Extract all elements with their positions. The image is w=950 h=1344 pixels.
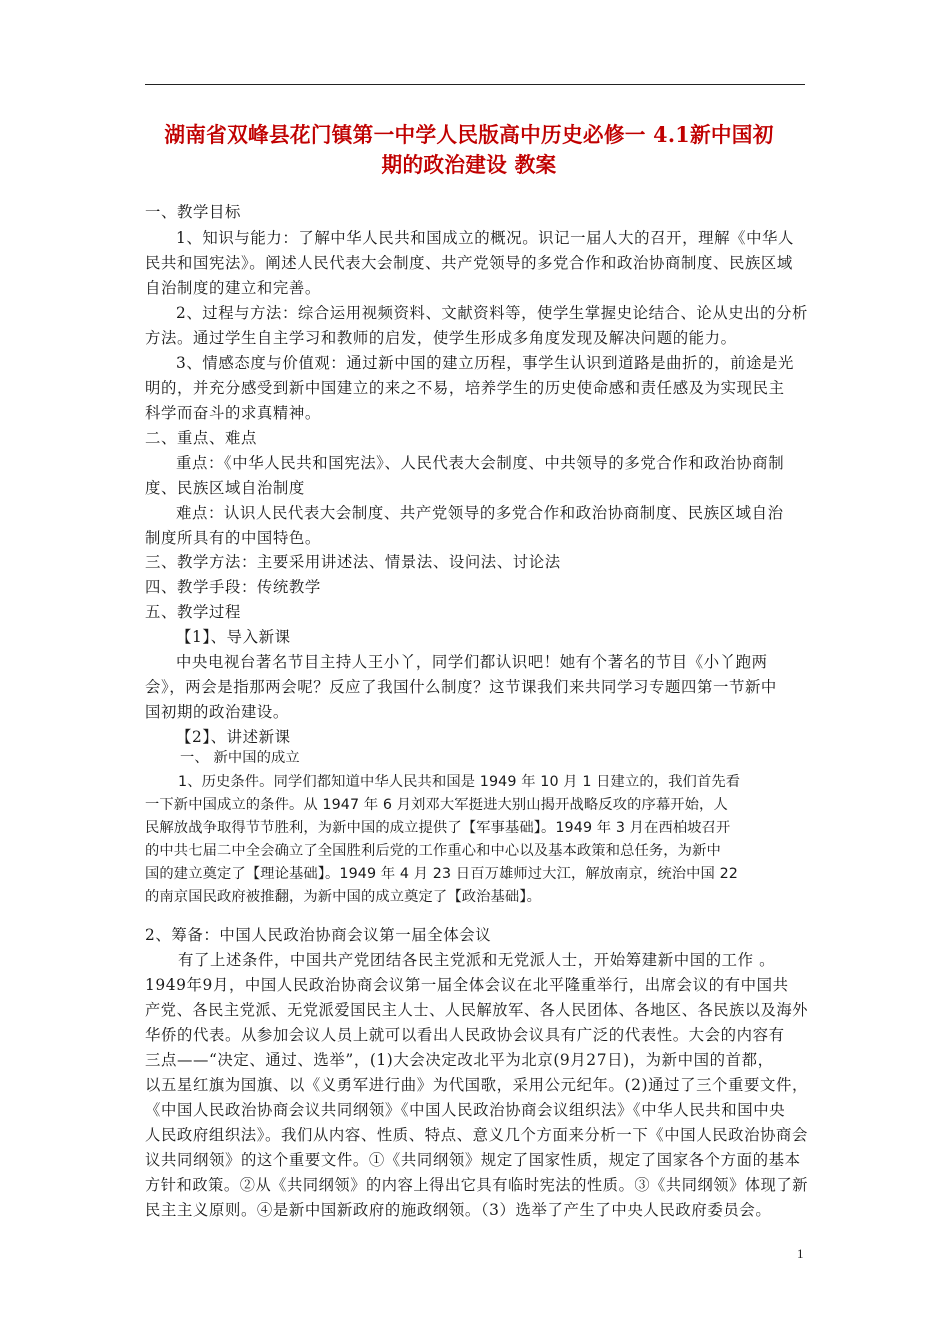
- heading-teaching-methods: 三、教学方法：主要采用讲述法、情景法、设问法、讨论法: [145, 553, 561, 571]
- scan-line: 的南京国民政府被推翻，为新中国的成立奠定了【政治基础】。: [145, 889, 541, 905]
- document-title: [130, 120, 820, 180]
- paragraph-line: 三点——“决定、通过、选举”，(1)大会决定改北平为北京(9月27日)，为新中国的首都，: [145, 1051, 774, 1069]
- paragraph-line: 《中国人民政治协商会议共同纲领》《中国人民政治协商会议组织法》《中华人民共和国中央: [145, 1101, 786, 1119]
- subheading-preparation: 2、筹备：中国人民政治协商会议第一届全体会议: [145, 926, 492, 944]
- scan-line: 一下新中国成立的条件。从 1947 年 6 月刘邓大军挺进大别山揭开战略反攻的序幕开始，人: [145, 797, 728, 813]
- paragraph-line: 华侨的代表。从参加会议人员上就可以看出人民政协会议具有广泛的代表性。大会的内容有: [145, 1026, 785, 1044]
- heading-teaching-process: 五、教学过程: [145, 603, 241, 621]
- paragraph-line: 中央电视台著名节目主持人王小丫，同学们都认识吧！她有个著名的节目《小丫跑两: [176, 653, 768, 671]
- title-line-1: 湖南省双峰县花门镇第一中学人民版高中历史必修一 4.1新中国初: [164, 122, 774, 147]
- scan-line: 1、历史条件。同学们都知道中华人民共和国是 1949 年 10 月 1 日建立的，我们首先看: [178, 774, 741, 790]
- paragraph-line: 人民政府组织法》。我们从内容、性质、特点、意义几个方面来分析一下《中国人民政治协商会: [145, 1126, 808, 1144]
- title-line-2: 期的政治建设 教案: [381, 152, 557, 177]
- paragraph-line: 3、情感态度与价值观：通过新中国的建立历程，事学生认识到道路是曲折的，前途是光: [176, 354, 795, 372]
- paragraph-line: 明的，并充分感受到新中国建立的来之不易，培养学生的历史使命感和责任感及为实现民主: [145, 379, 785, 397]
- subheading-intro: 【1】、导入新课: [176, 628, 291, 646]
- scan-line: 民解放战争取得节节胜利，为新中国的成立提供了【军事基础】。1949 年 3 月在西柏坡召开: [145, 820, 731, 836]
- section-heading-founding: 一、 新中国的成立: [180, 750, 300, 766]
- scan-line: 的中共七届二中全会确立了全国胜利后党的工作重心和中心以及基本政策和总任务，为新中: [145, 843, 721, 859]
- paragraph-line: 会》，两会是指那两会呢？反应了我国什么制度？这节课我们来共同学习专题四第一节新中: [145, 678, 777, 696]
- paragraph-line: 重点：《中华人民共和国宪法》、人民代表大会制度、中共领导的多党合作和政治协商制: [176, 454, 785, 472]
- paragraph-line: 自治制度的建立和完善。: [145, 279, 321, 297]
- paragraph-line: 产党、各民主党派、无党派爱国民主人士、人民解放军、各人民团体、各地区、各民族以及海外: [145, 1001, 809, 1019]
- paragraph-line: 2、过程与方法：综合运用视频资料、文献资料等，使学生掌握史论结合、论从史出的分析: [176, 304, 809, 322]
- heading-teaching-means: 四、教学手段：传统教学: [145, 578, 321, 596]
- paragraph-line: 民共和国宪法》。阐述人民代表大会制度、共产党领导的多党合作和政治协商制度、民族区域: [145, 254, 793, 272]
- paragraph-line: 以五星红旗为国旗、以《义勇军进行曲》为代国歌，采用公元纪年。(2)通过了三个重要文件，: [145, 1076, 808, 1094]
- paragraph-line: 国初期的政治建设。: [145, 703, 289, 721]
- paragraph-line: 难点：认识人民代表大会制度、共产党领导的多党合作和政治协商制度、民族区域自治: [176, 504, 784, 522]
- paragraph-line: 制度所具有的中国特色。: [145, 529, 321, 547]
- paragraph-line: 1、知识与能力：了解中华人民共和国成立的概况。识记一届人大的召开，理解《中华人: [176, 229, 795, 247]
- paragraph-line: 度、民族区域自治制度: [145, 479, 305, 497]
- paragraph-line: 科学而奋斗的求真精神。: [145, 404, 321, 422]
- header-rule: [145, 84, 805, 85]
- heading-teaching-goals: 一、教学目标: [145, 203, 241, 221]
- paragraph-line: 1949年9月，中国人民政治协商会议第一届全体会议在北平隆重举行，出席会议的有中国共: [145, 976, 789, 994]
- heading-key-points: 二、重点、难点: [145, 429, 257, 447]
- paragraph-line: 方针和政策。②从《共同纲领》的内容上得出它具有临时宪法的性质。③《共同纲领》体现了新: [145, 1176, 809, 1194]
- paragraph-line: 有了上述条件，中国共产党团结各民主党派和无党派人士，开始筹建新中国的工作 。: [178, 951, 776, 969]
- subheading-new-lesson: 【2】、讲述新课: [176, 728, 291, 746]
- paragraph-line: 议共同纲领》的这个重要文件。①《共同纲领》规定了国家性质，规定了国家各个方面的基本: [145, 1151, 801, 1169]
- paragraph-line: 民主主义原则。④是新中国新政府的施政纲领。（3）选举了产生了中央人民政府委员会。: [145, 1201, 772, 1219]
- page-number: 1: [797, 1246, 804, 1261]
- scan-line: 国的建立奠定了【理论基础】。1949 年 4 月 23 日百万雄师过大江，解放南京，统治中国 22: [145, 866, 738, 882]
- paragraph-line: 方法。通过学生自主学习和教师的启发，使学生形成多角度发现及解决问题的能力。: [145, 329, 737, 347]
